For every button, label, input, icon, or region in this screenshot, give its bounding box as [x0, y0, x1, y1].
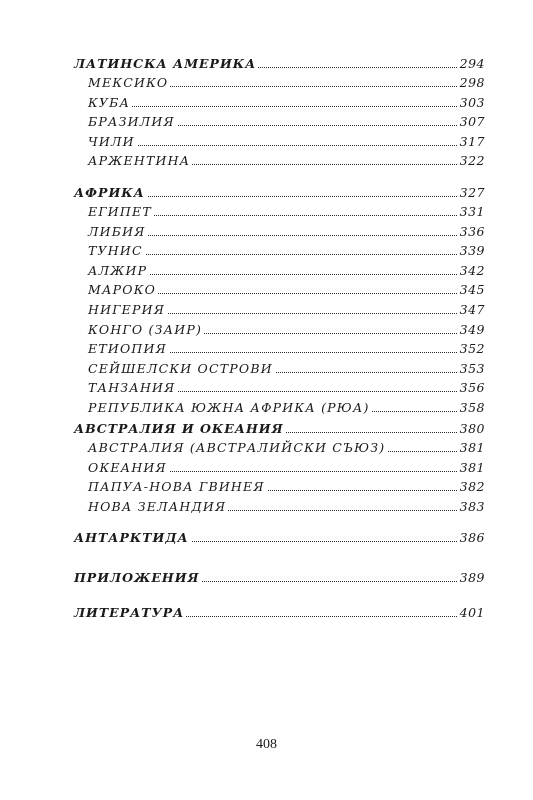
section-title: АНТАРКТИДА	[74, 530, 189, 545]
entry-title: ТУНИС	[88, 243, 143, 259]
entry-title: НОВА ЗЕЛАНДИЯ	[88, 498, 227, 514]
entry-page-number: 331	[459, 204, 485, 219]
entry-title: АЛЖИР	[88, 262, 148, 278]
section-title: ПРИЛОЖЕНИЯ	[74, 570, 200, 585]
page-number: 408	[256, 737, 277, 752]
entry-page-number: 345	[459, 282, 485, 298]
entry-page-number: 339	[459, 243, 485, 259]
toc-entry-row	[0, 94, 533, 112]
toc-entry-row	[0, 262, 533, 280]
toc-entry-row	[0, 203, 533, 221]
toc-entry-row	[0, 301, 533, 319]
entry-page-number: 317	[459, 133, 485, 149]
entry-page-number: 327	[459, 185, 485, 200]
entry-page-number: 380	[459, 421, 485, 436]
dot-leader	[88, 254, 469, 255]
entry-page-number: 349	[459, 321, 485, 337]
toc-section-row	[0, 420, 533, 438]
toc-entry-row	[0, 399, 533, 417]
toc-section-row	[0, 569, 533, 587]
toc-section-row	[0, 55, 533, 73]
entry-title: РЕПУБЛИКА ЮЖНА АФРИКА (РЮА)	[88, 400, 370, 415]
entry-page-number: 401	[459, 605, 485, 620]
entry-title: МАРОКО	[88, 282, 157, 298]
section-title: ЛАТИНСКА АМЕРИКА	[74, 56, 257, 71]
toc-entry-row	[0, 340, 533, 358]
dot-leader	[88, 106, 469, 107]
entry-page-number: 347	[459, 302, 485, 317]
entry-page-number: 352	[459, 341, 485, 357]
entry-title: ЕТИОПИЯ	[88, 341, 167, 357]
entry-title: БРАЗИЛИЯ	[88, 114, 175, 130]
entry-title: АВСТРАЛИЯ (АВСТРАЛИЙСКИ СЪЮЗ)	[88, 440, 386, 455]
entry-page-number: 336	[459, 223, 485, 239]
entry-page-number: 356	[459, 380, 485, 396]
toc-section-row	[0, 529, 533, 547]
entry-title: НИГЕРИЯ	[88, 302, 166, 317]
toc-entry-row	[0, 498, 533, 516]
entry-title: КОНГО (ЗАИР)	[88, 321, 203, 337]
toc-section-row	[0, 604, 533, 622]
entry-title: МЕКСИКО	[88, 75, 169, 90]
toc-entry-row	[0, 281, 533, 299]
toc-entry-row	[0, 459, 533, 477]
toc-entry-row	[0, 242, 533, 260]
toc-entry-row	[0, 223, 533, 241]
entry-page-number: 389	[459, 570, 485, 585]
entry-title: КУБА	[88, 94, 131, 110]
section-title: АФРИКА	[74, 185, 145, 200]
entry-title: ЧИЛИ	[88, 133, 135, 149]
toc-entry-row	[0, 74, 533, 92]
toc-entry-row	[0, 152, 533, 170]
entry-page-number: 298	[459, 75, 485, 90]
entry-page-number: 381	[459, 459, 485, 475]
section-title: ЛИТЕРАТУРА	[74, 605, 185, 620]
entry-title: СЕЙШЕЛСКИ ОСТРОВИ	[88, 360, 273, 376]
entry-title: ЛИБИЯ	[88, 223, 146, 239]
toc-entry-row	[0, 478, 533, 496]
toc-entry-row	[0, 113, 533, 131]
entry-title: ОКЕАНИЯ	[88, 459, 167, 475]
entry-title: ЕГИПЕТ	[88, 204, 152, 219]
entry-page-number: 381	[459, 440, 485, 455]
entry-page-number: 386	[459, 530, 485, 545]
entry-title: АРЖЕНТИНА	[88, 153, 191, 169]
toc-entry-row	[0, 321, 533, 339]
entry-page-number: 382	[459, 479, 485, 495]
entry-title: ПАПУА-НОВА ГВИНЕЯ	[88, 479, 265, 495]
entry-page-number: 307	[459, 114, 485, 130]
toc-entry-row	[0, 379, 533, 397]
entry-page-number: 294	[459, 56, 485, 71]
entry-page-number: 303	[459, 94, 485, 110]
dot-leader	[88, 145, 469, 146]
entry-page-number: 353	[459, 360, 485, 376]
entry-page-number: 322	[459, 153, 485, 169]
entry-title: ТАНЗАНИЯ	[88, 380, 176, 396]
entry-page-number: 358	[459, 400, 485, 415]
toc-section-row	[0, 184, 533, 202]
section-title: АВСТРАЛИЯ И ОКЕАНИЯ	[74, 421, 284, 436]
entry-page-number: 342	[459, 262, 485, 278]
toc-entry-row	[0, 439, 533, 457]
entry-page-number: 383	[459, 498, 485, 514]
toc-entry-row	[0, 360, 533, 378]
toc-entry-row	[0, 133, 533, 151]
